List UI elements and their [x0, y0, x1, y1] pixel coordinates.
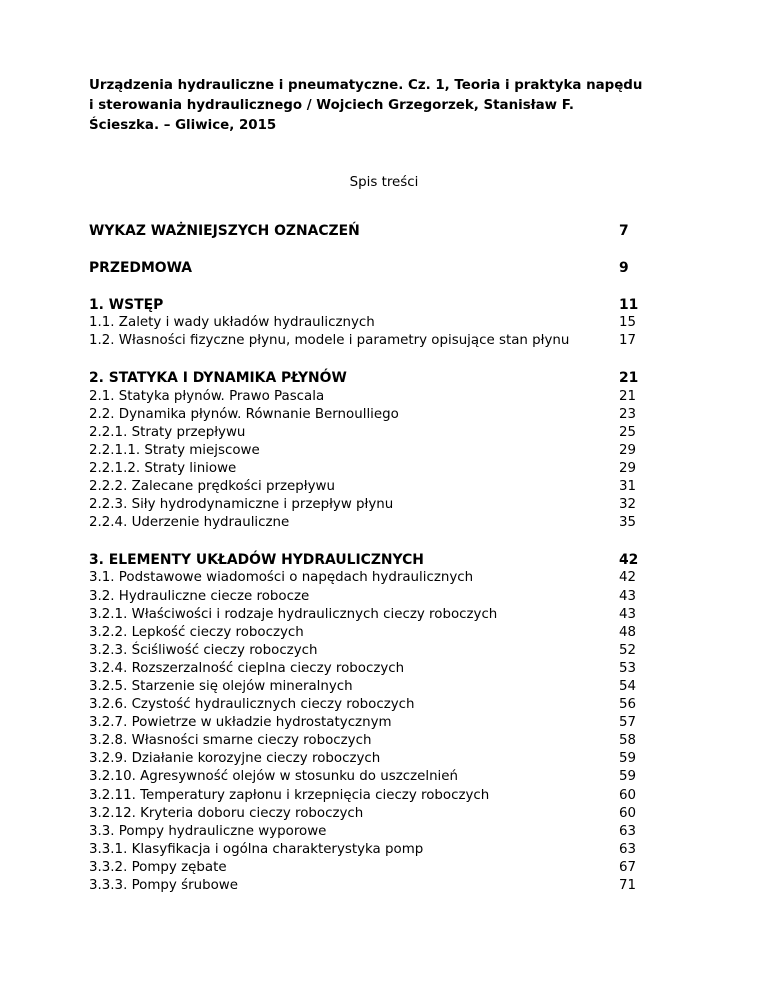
- toc-entry-title: 3.2.9. Działanie korozyjne cieczy roboczych: [89, 751, 381, 767]
- toc-entry-row: [89, 442, 689, 460]
- toc-page-number: 11: [619, 297, 639, 314]
- toc-entry-row: [89, 750, 689, 768]
- toc-entry-row: [89, 805, 689, 823]
- toc-entry-row: [89, 606, 689, 624]
- toc-entry-row: [89, 460, 689, 478]
- toc-entry-row: [89, 314, 689, 332]
- toc-page-number: 43: [619, 606, 637, 622]
- toc-entry-row: [89, 859, 689, 877]
- toc-entry-row: [89, 496, 689, 514]
- toc-page-number: 9: [619, 260, 629, 277]
- toc-entry-title: 3.2.6. Czystość hydraulicznych cieczy roboczych: [89, 697, 415, 713]
- toc-entry-title: 1.2. Własności fizyczne płynu, modele i parametry opisujące stan płynu: [89, 333, 570, 349]
- toc-entry-row: [89, 877, 689, 895]
- toc-entry-row: [89, 406, 689, 424]
- table-of-contents: [89, 222, 689, 895]
- toc-section: [89, 296, 689, 350]
- toc-entry-row: [89, 696, 689, 714]
- toc-entry-row: [89, 332, 689, 350]
- toc-section: [89, 551, 689, 895]
- toc-page-number: 32: [619, 497, 637, 513]
- toc-chapter-title: 1. WSTĘP: [89, 297, 164, 314]
- toc-entry-title: 2.2.4. Uderzenie hydrauliczne: [89, 515, 290, 531]
- toc-entry-row: [89, 823, 689, 841]
- toc-page-number: 42: [619, 570, 637, 586]
- bibliographic-header: [89, 76, 689, 136]
- toc-entry-title: 3.3.3. Pompy śrubowe: [89, 878, 238, 893]
- toc-page-number: 35: [619, 515, 637, 531]
- toc-entry-title: 2.2.2. Zalecane prędkości przepływu: [89, 479, 335, 495]
- toc-page-number: 60: [619, 805, 637, 821]
- toc-page-number: 21: [619, 388, 637, 404]
- toc-page-number: 21: [619, 370, 639, 387]
- toc-page-number: 63: [619, 823, 637, 839]
- bibliography-line: Ścieszka. – Gliwice, 2015: [89, 118, 277, 133]
- toc-chapter-title: PRZEDMOWA: [89, 260, 193, 277]
- toc-entry-row: [89, 388, 689, 406]
- toc-entry-title: 3.2.5. Starzenie się olejów mineralnych: [89, 678, 353, 694]
- toc-entry-row: [89, 841, 689, 859]
- toc-page-number: 67: [619, 859, 637, 875]
- toc-entry-title: 3.3. Pompy hydrauliczne wyporowe: [89, 823, 327, 839]
- bibliography-line: i sterowania hydraulicznego / Wojciech Grzegorzek, Stanisław F.: [89, 98, 574, 113]
- toc-entry-title: 2.2.1. Straty przepływu: [89, 424, 246, 440]
- toc-entry-row: [89, 678, 689, 696]
- toc-chapter-title: 2. STATYKA I DYNAMIKA PŁYNÓW: [89, 370, 347, 387]
- toc-entry-title: 3.1. Podstawowe wiadomości o napędach hydraulicznych: [89, 570, 474, 586]
- toc-chapter-title: 3. ELEMENTY UKŁADÓW HYDRAULICZNYCH: [89, 552, 424, 569]
- toc-title: Spis treści: [349, 175, 419, 190]
- toc-entry-title: 3.2.2. Lepkość cieczy roboczych: [89, 624, 304, 640]
- toc-entry-title: 2.2.1.2. Straty liniowe: [89, 460, 237, 476]
- toc-entry-title: 2.2.1.1. Straty miejscowe: [89, 442, 260, 458]
- toc-section: [89, 222, 689, 240]
- toc-entry-title: 2.2. Dynamika płynów. Równanie Bernoulliego: [89, 406, 399, 422]
- toc-page-number: 7: [619, 223, 629, 239]
- toc-entry-row: [89, 588, 689, 606]
- toc-page-number: 31: [619, 479, 637, 495]
- toc-entry-title: 3.2.4. Rozszerzalność cieplna cieczy roboczych: [89, 660, 405, 676]
- toc-entry-title: 3.2.11. Temperatury zapłonu i krzepnięcia cieczy roboczych: [89, 787, 490, 803]
- toc-page-number: 57: [619, 715, 637, 731]
- toc-entry-title: 3.2.7. Powietrze w układzie hydrostatycznym: [89, 715, 392, 731]
- toc-chapter-row: [89, 296, 689, 314]
- toc-page-number: 58: [619, 733, 637, 749]
- toc-entry-title: 2.1. Statyka płynów. Prawo Pascala: [89, 388, 325, 404]
- toc-entry-row: [89, 768, 689, 786]
- toc-page-number: 23: [619, 406, 637, 422]
- toc-chapter-row: [89, 551, 689, 569]
- toc-entry-title: 3.2. Hydrauliczne ciecze robocze: [89, 588, 310, 604]
- toc-page-number: 48: [619, 624, 637, 640]
- toc-page-number: 29: [619, 460, 637, 476]
- toc-section: [89, 369, 689, 532]
- toc-chapter-row: [89, 222, 689, 240]
- toc-page-number: 63: [619, 841, 637, 857]
- toc-entry-title: 2.2.3. Siły hydrodynamiczne i przepływ płynu: [89, 497, 394, 513]
- toc-entry-title: 1.1. Zalety i wady układów hydraulicznych: [89, 315, 375, 331]
- toc-chapter-title: WYKAZ WAŻNIEJSZYCH OZNACZEŃ: [89, 223, 360, 239]
- toc-page-number: 53: [619, 660, 637, 676]
- toc-page-number: 52: [619, 642, 637, 658]
- toc-entry-row: [89, 424, 689, 442]
- toc-entry-row: [89, 660, 689, 678]
- toc-page-number: 71: [619, 878, 637, 893]
- toc-entry-row: [89, 642, 689, 660]
- toc-section: [89, 259, 689, 277]
- bibliography-line: Urządzenia hydrauliczne i pneumatyczne. Cz. 1, Teoria i praktyka napędu: [89, 78, 643, 93]
- toc-chapter-row: [89, 369, 689, 387]
- toc-entry-row: [89, 624, 689, 642]
- toc-entry-title: 3.2.3. Ściśliwość cieczy roboczych: [89, 642, 318, 658]
- toc-entry-row: [89, 787, 689, 805]
- toc-entry-title: 3.2.1. Właściwości i rodzaje hydraulicznych cieczy roboczych: [89, 606, 498, 622]
- toc-page-number: 17: [619, 333, 637, 349]
- toc-entry-row: [89, 478, 689, 496]
- toc-page-number: 59: [619, 769, 637, 785]
- toc-entry-row: [89, 732, 689, 750]
- toc-page-number: 29: [619, 442, 637, 458]
- toc-page-number: 42: [619, 552, 639, 569]
- toc-entry-title: 3.3.2. Pompy zębate: [89, 859, 227, 875]
- toc-page-number: 15: [619, 315, 637, 331]
- toc-entry-row: [89, 569, 689, 587]
- toc-entry-title: 3.2.12. Kryteria doboru cieczy roboczych: [89, 805, 364, 821]
- toc-entry-row: [89, 514, 689, 532]
- toc-entry-title: 3.2.10. Agresywność olejów w stosunku do uszczelnień: [89, 769, 459, 785]
- toc-chapter-row: [89, 259, 689, 277]
- toc-page-number: 60: [619, 787, 637, 803]
- toc-page-number: 56: [619, 697, 637, 713]
- toc-page-number: 59: [619, 751, 637, 767]
- toc-entry-row: [89, 714, 689, 732]
- toc-page-number: 25: [619, 424, 637, 440]
- toc-page-number: 43: [619, 588, 637, 604]
- toc-entry-title: 3.3.1. Klasyfikacja i ogólna charakterystyka pomp: [89, 841, 424, 857]
- toc-page-number: 54: [619, 678, 637, 694]
- toc-entry-title: 3.2.8. Własności smarne cieczy roboczych: [89, 733, 372, 749]
